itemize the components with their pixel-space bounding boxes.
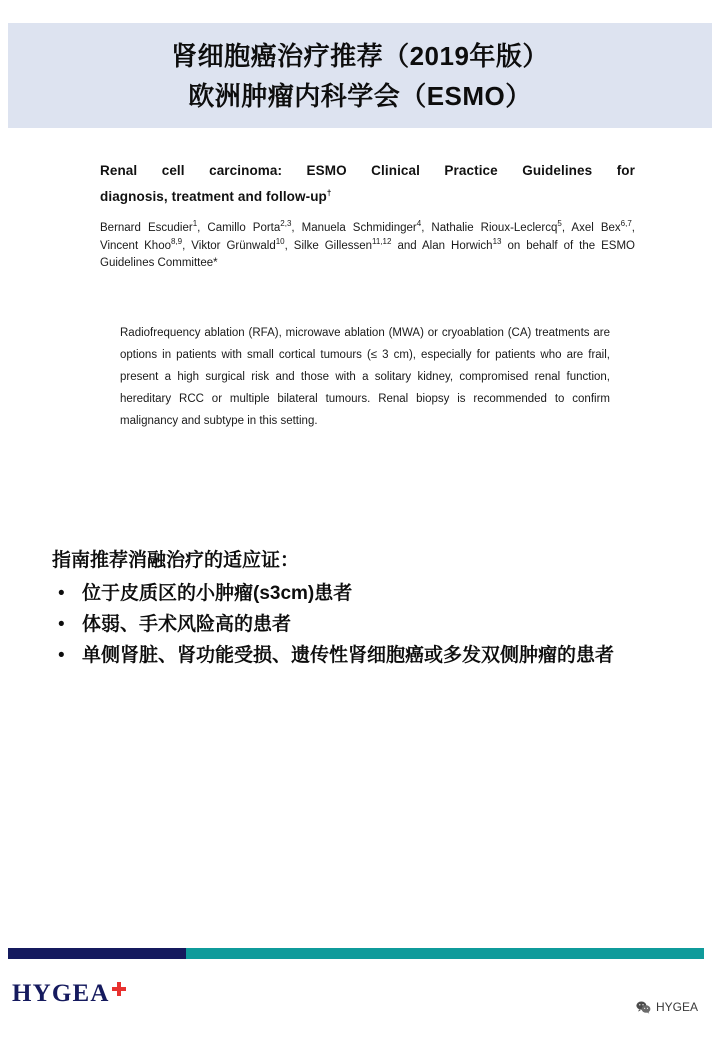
brand-logo <box>12 980 126 1008</box>
wechat-credit <box>636 1000 698 1014</box>
author-sup-7: 10 <box>275 236 285 246</box>
guideline-excerpt: Radiofrequency ablation (RFA), microwave ablation (MWA) or cryoablation (CA) treatments are options in patients with small cortical tumours (≤ 3 cm), especially for patients who are frail, present a high surgical risk and those with a solitary kidney, compromised renal function, hereditary RCC or multiple bilateral tumours. Renal biopsy is recommended to confirm malignancy and subtype in this setting. <box>120 327 610 427</box>
red-cross-icon <box>112 982 126 996</box>
author-sup-8: 11,12 <box>372 236 392 246</box>
list-item <box>52 578 692 609</box>
author-sup-4: 5 <box>557 219 562 229</box>
paper-title-line-1: Renal cell carcinoma: ESMO Clinical Practice Guidelines for <box>100 163 635 178</box>
paper-authors: Bernard Escudier$^1$, Camillo Porta$^{2,3}$, Manuela Schmidinger$^4$, Nathalie Rioux-Leclercq$^5$, Axel Bex$^{6,7}$, Vincent Khoo$^{8,9}$, Viktor Grünwald$^{10}$, Silke Gillessen$^{11,12}$ and Alan Horwich$^{13}$ on behalf of the ESMO Guidelines Committee* <box>100 219 635 269</box>
author-sup-3: 4 <box>416 219 422 229</box>
summary-block <box>52 545 692 671</box>
list-item <box>52 609 692 640</box>
paper-title-line-2-text: diagnosis, treatment and follow-up <box>100 189 327 204</box>
author-sup-6: 8,9 <box>171 236 183 246</box>
title-line-1: 肾细胞癌治疗推荐（2019年版） <box>171 40 549 71</box>
paper-title <box>100 158 635 210</box>
bullet-marker-icon: • <box>58 614 65 635</box>
summary-heading: 指南推荐消融治疗的适应证： <box>52 550 300 571</box>
bullet-marker-icon: • <box>58 645 65 666</box>
slide-canvas <box>8 10 712 1030</box>
author-sup-9: 13 <box>492 236 502 246</box>
wechat-label: HYGEA <box>655 1000 698 1014</box>
paper-title-line-2 <box>100 184 635 210</box>
list-item-label: 单侧肾脏、肾功能受损、遗传性肾细胞癌或多发双侧肿瘤的患者 <box>82 645 615 666</box>
title-line-2: 欧洲肿瘤内科学会（ESMO） <box>188 80 532 111</box>
author-sup-5: 6,7 <box>620 219 632 229</box>
author-sup-1: 1 <box>192 219 198 229</box>
paper-header-block <box>100 158 635 273</box>
author-sup-2: 2,3 <box>280 219 292 229</box>
footer-bar-teal <box>186 948 704 959</box>
list-item-label: 体弱、手术风险高的患者 <box>82 614 292 635</box>
title-banner <box>8 23 712 128</box>
list-item-label: 位于皮质区的小肿瘤(s3cm)患者 <box>82 583 353 604</box>
bullet-marker-icon: • <box>58 583 65 604</box>
wechat-icon <box>636 1001 651 1014</box>
brand-logo-text: HYGEA <box>12 980 110 1007</box>
paper-title-dagger: † <box>326 188 332 198</box>
list-item <box>52 640 692 671</box>
footer-bar-navy <box>8 948 186 959</box>
